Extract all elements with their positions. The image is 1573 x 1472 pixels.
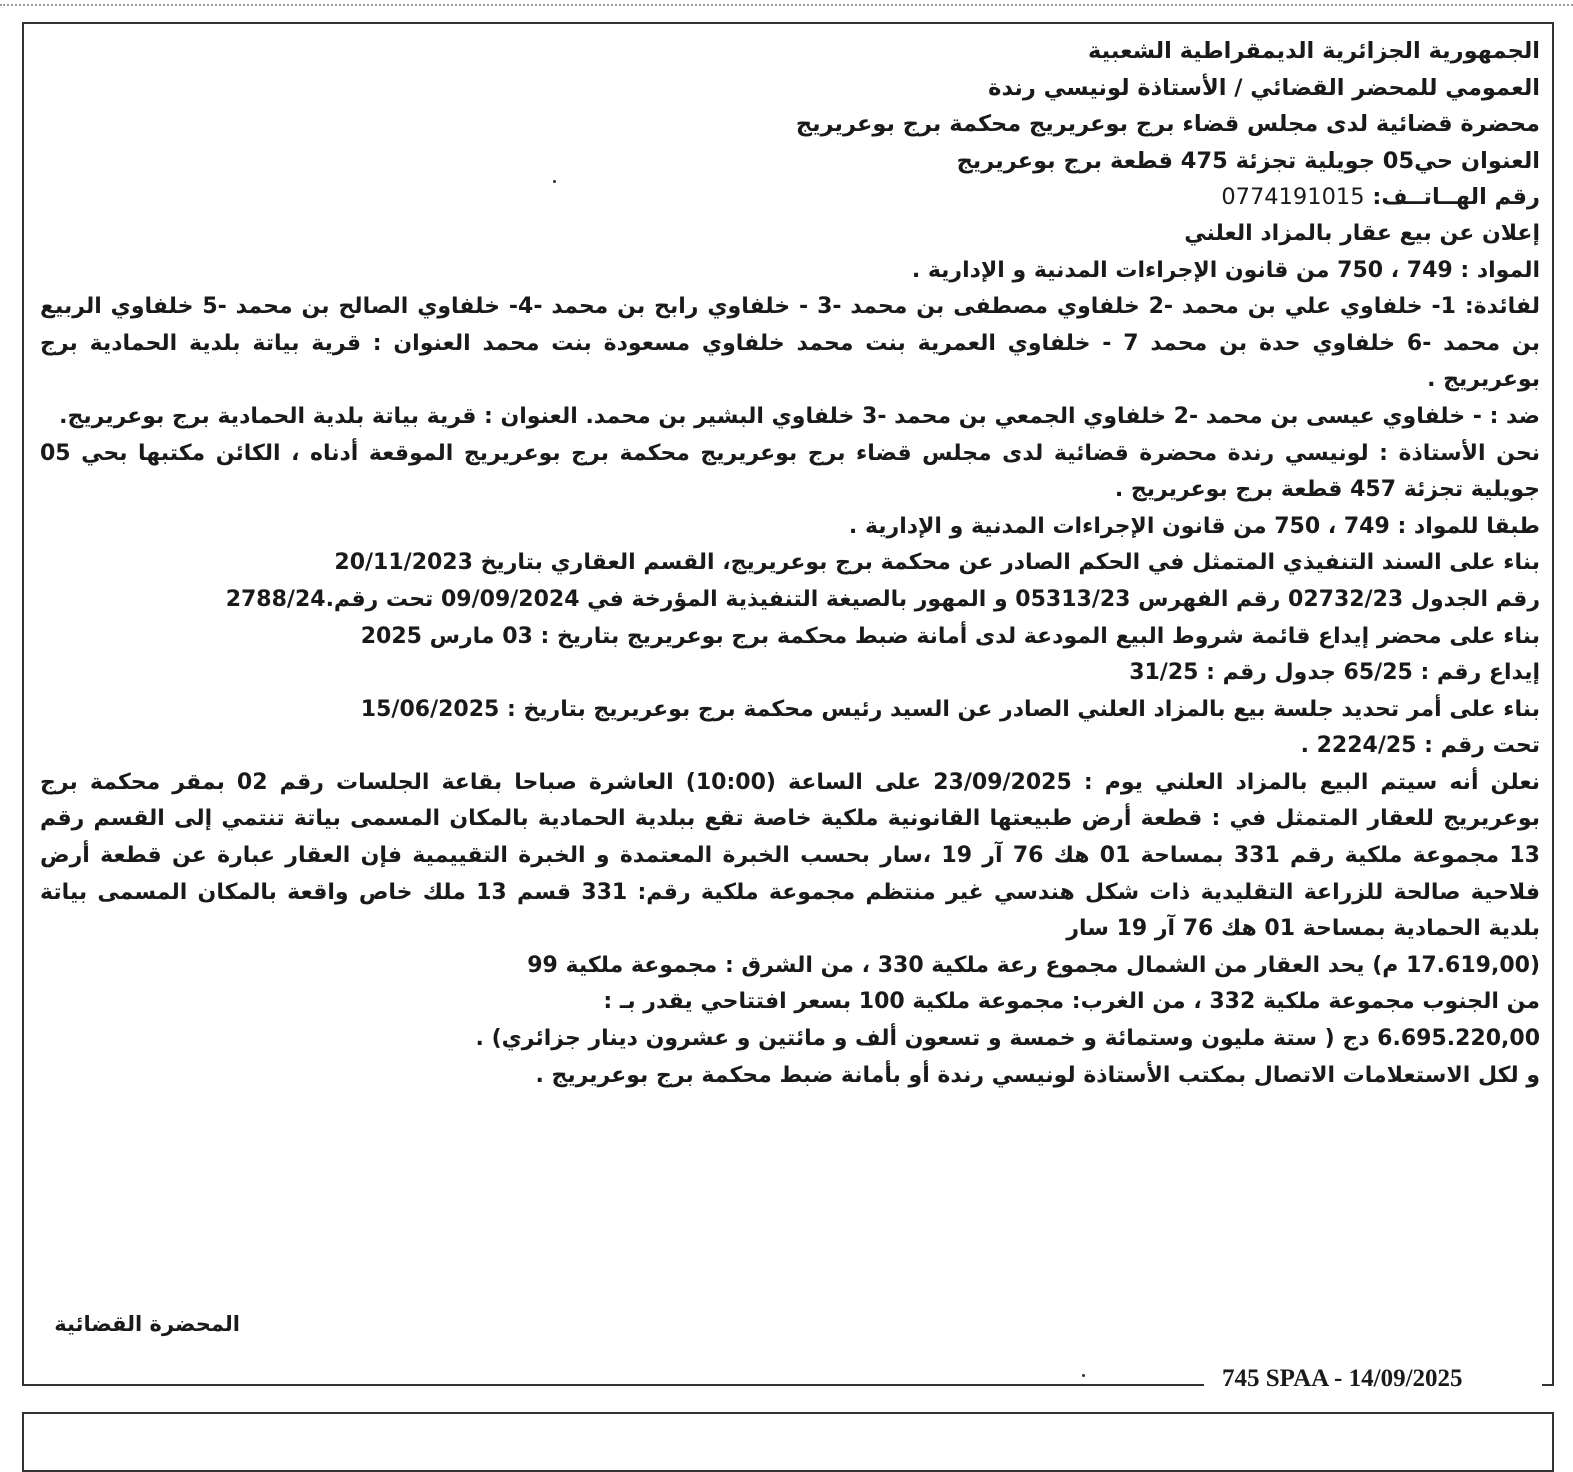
property-bounds-line1: (17.619,00 م) يحد العقار من الشمال مجموع رعة ملكية 330 ، من الشرق : مجموعة ملكية 99: [527, 952, 1540, 978]
inquiries-line: و لكل الاستعلامات الاتصال بمكتب الأستاذة لونيسي رندة أو بأمانة ضبط محكمة برج بوعريريج .: [535, 1062, 1540, 1088]
notice-frame-bottom-corner: [1542, 1384, 1554, 1386]
header-address: العنوان حي05 جويلية تجزئة 475 قطعة برج بوعريريج: [956, 147, 1540, 174]
basis-judgment-line1: بناء على السند التنفيذي المتمثل في الحكم الصادر عن محكمة برج بوعريريج، القسم العقاري بتاريخ 20/11/2023: [334, 550, 1540, 576]
header-phone-line: [40, 179, 1540, 216]
auction-notice-body: [40, 33, 1540, 1094]
header-bailiff: العمومي للمحضر القضائي / الأستاذة لونيسي رندة: [988, 74, 1540, 101]
opening-price-line: 6.695.220,00 دج ( ستة مليون وستمائة و خمسة و تسعون ألف و مائتين و عشرون دينار جزائري) .: [475, 1026, 1540, 1052]
page-top-dotted-rule: [0, 4, 1573, 6]
property-bounds-line2: من الجنوب مجموعة ملكية 332 ، من الغرب: مجموعة ملكية 100 بسعر افتتاحي يقدر بـ :: [603, 989, 1540, 1015]
basis-deposit-line1: بناء على محضر إيداع قائمة شروط البيع المودعة لدى أمانة ضبط محكمة برج بوعريريج بتاريخ : 03 مارس 2025: [360, 623, 1540, 649]
notice-frame-bottom-rule: [22, 1384, 1204, 1386]
basis-order-line2: تحت رقم : 2224/25 .: [1300, 733, 1540, 759]
pursuant-line: طبقا للمواد : 749 ، 750 من قانون الإجراءات المدنية و الإدارية .: [848, 513, 1540, 539]
publication-reference: 745 SPAA - 14/09/2025: [1222, 1365, 1463, 1392]
sale-announcement-paragraph: نعلن أنه سيتم البيع بالمزاد العلني يوم : 23/09/2025 على الساعة (10:00) العاشرة صباحا بقاعة الجلسات رقم 02 بمقر محكمة برج بوعريريج للعقار المتمثل في : قطعة أرض طبيعتها القانونية ملكية خاصة تقع ببلدية الحمادية بالمكان المسمى بياتة تنتمي إلى القسم رقم 13 مجموعة ملكية رقم 331 بمساحة 01 هك 76 آر 19 ،سار بحسب الخبرة المعتمدة و الخبرة التقييمية فإن العقار عبارة عن قطعة أرض فلاحية صالحة للزراعة التقليدية ذات شكل هندسي غير منتظم مجموعة ملكية رقم: 331 قسم 13 ملك خاص واقعة بالمكان المسمى بياتة بلدية الحمادية بمساحة 01 هك 76 آر 19 سار: [40, 769, 1541, 942]
notice-title: إعلان عن بيع عقار بالمزاد العلني: [1184, 220, 1540, 246]
header-republic: الجمهورية الجزائرية الديمقراطية الشعبية: [1088, 38, 1540, 64]
bailiff-declaration: نحن الأستاذة : لونيسي رندة محضرة قضائية لدى مجلس قضاء برج بوعريريج محكمة برج بوعريريج الموقعة أدناه ، الكائن مكتبها بحي 05 جويلية تجزئة 457 قطعة برج بوعريريج .: [40, 440, 1540, 503]
phone-label: رقم الهــاتــف:: [1372, 184, 1540, 211]
print-speck: [553, 180, 556, 183]
bailiff-signature: المحضرة القضائية: [54, 1312, 240, 1336]
basis-order-line1: بناء على أمر تحديد جلسة بيع بالمزاد العلني الصادر عن السيد رئيس محكمة برج بوعريريج بتاريخ : 15/06/2025: [360, 696, 1540, 722]
beneficiaries-paragraph: لفائدة: 1- خلفاوي علي بن محمد -2 خلفاوي مصطفى بن محمد -3 - خلفاوي رابح بن محمد -4- خلفاوي الصالح بن محمد -5 خلفاوي الربيع بن محمد -6 خلفاوي حدة بن محمد 7 - خلفاوي العمرية بنت محمد خلفاوي مسعودة بنت محمد العنوان : قرية بياتة بلدية الحمادية برج بوعريريج .: [40, 294, 1540, 393]
next-notice-frame: [22, 1412, 1554, 1472]
articles-line: المواد : 749 ، 750 من قانون الإجراءات المدنية و الإدارية .: [911, 257, 1540, 283]
basis-judgment-line2: رقم الجدول 02732/23 رقم الفهرس 05313/23 و المهور بالصيغة التنفيذية المؤرخة في 09/09/2024 تحت رقم.2788/24: [225, 586, 1540, 612]
print-speck: [1082, 1374, 1085, 1377]
basis-deposit-line2: إيداع رقم : 65/25 جدول رقم : 31/25: [1129, 660, 1540, 686]
against-paragraph: ضد : - خلفاوي عيسى بن محمد -2 خلفاوي الجمعي بن محمد -3 خلفاوي البشير بن محمد. العنوان : قرية بياتة بلدية الحمادية برج بوعريريج.: [59, 403, 1540, 429]
phone-number: 0774191015: [1221, 184, 1365, 211]
header-court: محضرة قضائية لدى مجلس قضاء برج بوعريريج محكمة برج بوعريريج: [795, 111, 1540, 138]
